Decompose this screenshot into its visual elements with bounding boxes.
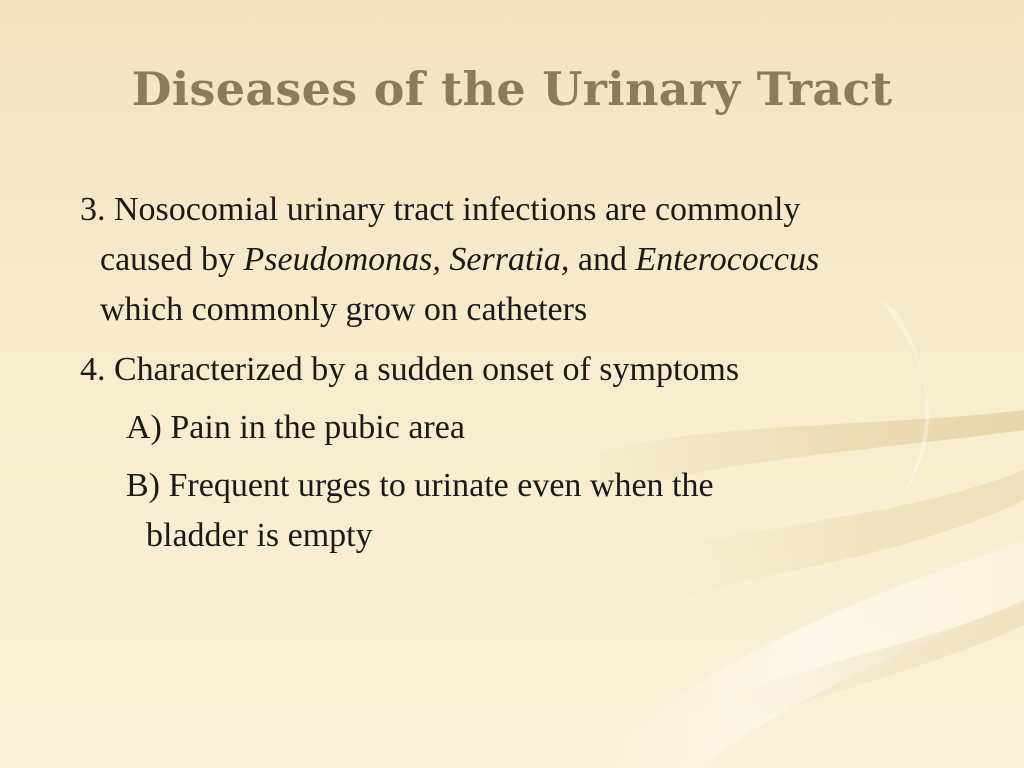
- organism-enterococcus: Enterococcus: [635, 241, 820, 278]
- slide-body: [80, 185, 980, 561]
- organism-serratia: Serratia,: [449, 241, 570, 278]
- list-item-4: [80, 345, 980, 561]
- sub-item-b: [80, 461, 980, 511]
- organism-pseudomonas: Pseudomonas,: [243, 241, 441, 278]
- item-4-text: Characterized by a sudden onset of symptoms: [114, 351, 740, 388]
- sub-item-a: [80, 403, 980, 453]
- sub-item-b-line-1: B) Frequent urges to urinate even when the: [126, 467, 714, 504]
- sub-item-a-text: A) Pain in the pubic area: [126, 409, 465, 446]
- item-4-number: 4.: [80, 351, 106, 388]
- item-3-conjunction: and: [577, 241, 627, 278]
- item-3-line-1: Nosocomial urinary tract infections are commonly: [114, 191, 801, 228]
- item-3-line-3: which commonly grow on catheters: [100, 291, 588, 328]
- list-item-3: [80, 185, 980, 335]
- slide-title: Diseases of the Urinary Tract: [131, 62, 893, 116]
- item-3-line-2-prefix: caused by: [100, 241, 236, 278]
- item-3-number: 3.: [80, 191, 106, 228]
- sub-item-b-line-2: bladder is empty: [146, 517, 373, 554]
